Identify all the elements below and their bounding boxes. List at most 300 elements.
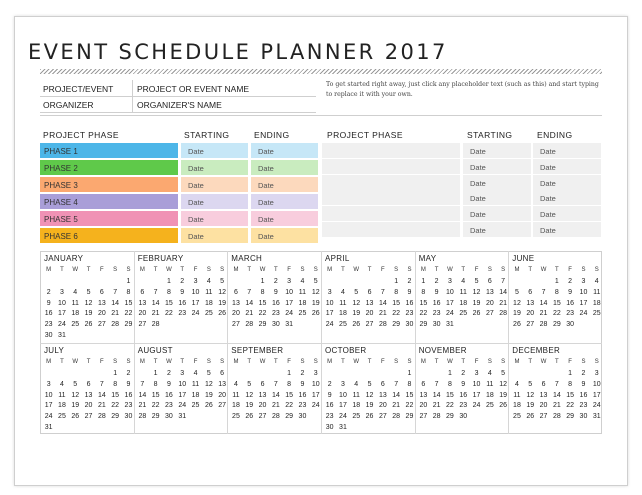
- calendar-day[interactable]: 17: [472, 391, 481, 399]
- phase-start-date-field-right[interactable]: [463, 175, 531, 190]
- calendar-day[interactable]: 26: [204, 402, 213, 410]
- calendar-day[interactable]: 29: [124, 321, 133, 329]
- calendar-day[interactable]: 23: [165, 402, 173, 410]
- calendar-day[interactable]: 21: [432, 402, 441, 410]
- calendar-day[interactable]: 1: [260, 278, 265, 285]
- calendar-day[interactable]: 29: [111, 413, 120, 421]
- calendar-day[interactable]: 18: [298, 299, 307, 307]
- calendar-day[interactable]: 26: [352, 321, 361, 329]
- calendar-day[interactable]: 6: [421, 380, 426, 388]
- calendar-day[interactable]: 1: [113, 370, 118, 377]
- calendar-day[interactable]: 7: [394, 380, 399, 388]
- calendar-day[interactable]: 13: [97, 299, 106, 307]
- calendar-day[interactable]: 30: [405, 321, 414, 329]
- calendar-day[interactable]: 25: [339, 321, 347, 329]
- calendar-day[interactable]: 30: [271, 321, 280, 329]
- calendar-day[interactable]: 23: [271, 310, 280, 318]
- calendar-day[interactable]: 12: [311, 288, 320, 296]
- calendar-day[interactable]: 22: [392, 310, 401, 318]
- calendar-day[interactable]: 6: [86, 380, 91, 388]
- calendar-day[interactable]: 16: [579, 391, 588, 399]
- calendar-day[interactable]: 4: [233, 380, 238, 388]
- calendar-day[interactable]: 17: [339, 402, 347, 410]
- calendar-day[interactable]: 18: [592, 299, 601, 307]
- calendar-day[interactable]: 13: [485, 288, 494, 296]
- calendar-day[interactable]: 10: [472, 380, 481, 388]
- calendar-day[interactable]: 14: [151, 299, 160, 307]
- calendar-day[interactable]: 31: [178, 413, 187, 421]
- calendar-day[interactable]: 15: [258, 299, 267, 307]
- project-name-field[interactable]: PROJECT OR EVENT NAME: [137, 84, 250, 94]
- calendar-day[interactable]: 2: [166, 370, 171, 377]
- calendar-day[interactable]: 30: [432, 321, 441, 329]
- calendar-day[interactable]: 5: [247, 380, 252, 388]
- calendar-day[interactable]: 6: [528, 288, 533, 296]
- calendar-day[interactable]: 5: [86, 288, 91, 296]
- calendar-day[interactable]: 12: [499, 380, 508, 388]
- calendar-day[interactable]: 5: [367, 380, 372, 388]
- calendar-day[interactable]: 9: [166, 380, 171, 388]
- calendar-day[interactable]: 15: [285, 391, 294, 399]
- calendar-day[interactable]: 4: [487, 370, 492, 377]
- phase-label-cell-right[interactable]: [322, 175, 460, 190]
- phase-label-cell[interactable]: [40, 194, 178, 209]
- calendar-day[interactable]: 2: [407, 278, 412, 285]
- calendar-day[interactable]: 1: [287, 370, 292, 377]
- calendar-day[interactable]: 9: [434, 288, 439, 296]
- calendar-day[interactable]: 6: [487, 278, 492, 285]
- calendar-day[interactable]: 8: [447, 380, 452, 388]
- calendar-day[interactable]: 29: [552, 321, 561, 329]
- calendar-day[interactable]: 13: [218, 380, 227, 388]
- calendar-day[interactable]: 13: [539, 391, 548, 399]
- calendar-day[interactable]: 4: [461, 278, 466, 285]
- calendar-day[interactable]: 20: [218, 391, 227, 399]
- phase-label-cell-right[interactable]: [322, 222, 460, 237]
- calendar-day[interactable]: 19: [218, 299, 227, 307]
- calendar-day[interactable]: 9: [180, 288, 185, 296]
- calendar-day[interactable]: 4: [300, 278, 305, 285]
- calendar-day[interactable]: 12: [84, 299, 93, 307]
- calendar-day[interactable]: 23: [405, 310, 414, 318]
- calendar-day[interactable]: 14: [271, 391, 280, 399]
- calendar-day[interactable]: 7: [380, 288, 385, 296]
- calendar-day[interactable]: 23: [298, 402, 307, 410]
- calendar-day[interactable]: 27: [378, 413, 387, 421]
- calendar-day[interactable]: 12: [472, 288, 481, 296]
- calendar-day[interactable]: 28: [539, 321, 548, 329]
- calendar-day[interactable]: 6: [233, 288, 238, 296]
- calendar-day[interactable]: 23: [459, 402, 468, 410]
- calendar-day[interactable]: 9: [46, 299, 51, 307]
- calendar-day[interactable]: 14: [539, 299, 548, 307]
- calendar-day[interactable]: 15: [392, 299, 401, 307]
- calendar-day[interactable]: 9: [273, 288, 278, 296]
- calendar-day[interactable]: 25: [513, 413, 521, 421]
- calendar-day[interactable]: 29: [405, 413, 414, 421]
- calendar-day[interactable]: 27: [232, 321, 240, 329]
- calendar-day[interactable]: 28: [111, 321, 120, 329]
- calendar-day[interactable]: 22: [124, 310, 133, 318]
- calendar-day[interactable]: 4: [594, 278, 599, 285]
- calendar-day[interactable]: 21: [151, 310, 160, 318]
- calendar-day[interactable]: 10: [58, 299, 66, 307]
- calendar-day[interactable]: 19: [245, 402, 254, 410]
- calendar-day[interactable]: 20: [539, 402, 548, 410]
- calendar-day[interactable]: 26: [71, 413, 80, 421]
- calendar-day[interactable]: 12: [365, 391, 374, 399]
- calendar-day[interactable]: 10: [44, 391, 53, 399]
- calendar-day[interactable]: 20: [419, 402, 428, 410]
- calendar-day[interactable]: 14: [432, 391, 441, 399]
- calendar-day[interactable]: 7: [541, 288, 546, 296]
- calendar-day[interactable]: 27: [84, 413, 93, 421]
- calendar-day[interactable]: 7: [140, 380, 145, 388]
- calendar-day[interactable]: 19: [311, 299, 320, 307]
- calendar-day[interactable]: 22: [566, 402, 575, 410]
- calendar-day[interactable]: 8: [287, 380, 292, 388]
- calendar-day[interactable]: 30: [566, 321, 575, 329]
- calendar-day[interactable]: 13: [378, 391, 387, 399]
- calendar-day[interactable]: 9: [126, 380, 131, 388]
- calendar-day[interactable]: 18: [204, 299, 213, 307]
- calendar-day[interactable]: 21: [97, 402, 106, 410]
- calendar-day[interactable]: 2: [300, 370, 305, 377]
- phase-end-date-field[interactable]: [251, 143, 318, 158]
- calendar-day[interactable]: 24: [58, 321, 66, 329]
- calendar-day[interactable]: 28: [245, 321, 254, 329]
- calendar-day[interactable]: 8: [153, 380, 158, 388]
- calendar-day[interactable]: 3: [46, 380, 51, 388]
- phase-start-date-field[interactable]: [181, 160, 248, 175]
- calendar-day[interactable]: 17: [579, 299, 588, 307]
- calendar-day[interactable]: 11: [339, 299, 347, 307]
- calendar-day[interactable]: 11: [298, 288, 307, 296]
- calendar-day[interactable]: 22: [165, 310, 173, 318]
- calendar-day[interactable]: 5: [220, 278, 225, 285]
- calendar-day[interactable]: 22: [419, 310, 428, 318]
- calendar-day[interactable]: 25: [592, 310, 601, 318]
- calendar-day[interactable]: 26: [245, 413, 254, 421]
- calendar-day[interactable]: 21: [552, 402, 561, 410]
- calendar-day[interactable]: 30: [325, 424, 334, 431]
- calendar-day[interactable]: 6: [367, 288, 372, 296]
- calendar-day[interactable]: 15: [124, 299, 133, 307]
- calendar-day[interactable]: 6: [140, 288, 145, 296]
- phase-start-date-field-right[interactable]: [463, 222, 531, 237]
- calendar-day[interactable]: 26: [84, 321, 93, 329]
- calendar-day[interactable]: 3: [327, 288, 332, 296]
- calendar-day[interactable]: 17: [446, 299, 454, 307]
- calendar-day[interactable]: 25: [204, 310, 213, 318]
- calendar-day[interactable]: 10: [592, 380, 601, 388]
- calendar-day[interactable]: 10: [446, 288, 454, 296]
- calendar-day[interactable]: 4: [193, 370, 198, 377]
- phase-end-date-field[interactable]: [251, 177, 318, 192]
- calendar-day[interactable]: 20: [138, 310, 147, 318]
- phase-end-date-field-right[interactable]: [533, 206, 601, 221]
- calendar-day[interactable]: 7: [273, 380, 278, 388]
- calendar-day[interactable]: 25: [232, 413, 240, 421]
- phase-end-date-field-right[interactable]: [533, 175, 601, 190]
- organizer-name-field[interactable]: ORGANIZER'S NAME: [137, 100, 222, 110]
- phase-label-cell[interactable]: [40, 211, 178, 226]
- calendar-day[interactable]: 30: [165, 413, 173, 421]
- phase-start-date-field-right[interactable]: [463, 206, 531, 221]
- calendar-day[interactable]: 19: [71, 402, 80, 410]
- calendar-day[interactable]: 19: [526, 402, 535, 410]
- calendar-day[interactable]: 12: [245, 391, 254, 399]
- calendar-day[interactable]: 24: [339, 413, 347, 421]
- calendar-day[interactable]: 31: [446, 321, 454, 329]
- calendar-day[interactable]: 24: [472, 402, 481, 410]
- calendar-day[interactable]: 22: [446, 402, 454, 410]
- calendar-day[interactable]: 14: [97, 391, 106, 399]
- calendar-day[interactable]: 3: [447, 278, 452, 285]
- calendar-day[interactable]: 8: [126, 288, 131, 296]
- calendar-day[interactable]: 17: [178, 391, 187, 399]
- calendar-day[interactable]: 18: [352, 402, 361, 410]
- calendar-day[interactable]: 22: [552, 310, 561, 318]
- calendar-day[interactable]: 25: [191, 402, 200, 410]
- phase-end-date-field-right[interactable]: [533, 222, 601, 237]
- calendar-day[interactable]: 1: [407, 370, 412, 377]
- calendar-day[interactable]: 25: [71, 321, 80, 329]
- phase-start-date-field-right[interactable]: [463, 190, 531, 205]
- calendar-day[interactable]: 3: [581, 278, 586, 285]
- calendar-day[interactable]: 14: [111, 299, 120, 307]
- calendar-day[interactable]: 7: [99, 380, 104, 388]
- calendar-day[interactable]: 29: [446, 413, 454, 421]
- calendar-day[interactable]: 27: [218, 402, 227, 410]
- calendar-day[interactable]: 13: [258, 391, 267, 399]
- calendar-day[interactable]: 9: [407, 288, 412, 296]
- calendar-day[interactable]: 3: [193, 278, 198, 285]
- calendar-day[interactable]: 12: [513, 299, 521, 307]
- calendar-day[interactable]: 21: [271, 402, 280, 410]
- phase-start-date-field[interactable]: [181, 143, 248, 158]
- calendar-day[interactable]: 17: [325, 310, 334, 318]
- calendar-day[interactable]: 9: [461, 380, 466, 388]
- calendar-day[interactable]: 6: [260, 380, 265, 388]
- calendar-day[interactable]: 16: [566, 299, 575, 307]
- calendar-day[interactable]: 11: [205, 288, 213, 296]
- calendar-day[interactable]: 19: [499, 391, 508, 399]
- calendar-day[interactable]: 10: [311, 380, 320, 388]
- calendar-day[interactable]: 16: [44, 310, 53, 318]
- calendar-day[interactable]: 15: [165, 299, 173, 307]
- calendar-day[interactable]: 1: [568, 370, 573, 377]
- calendar-day[interactable]: 8: [394, 288, 399, 296]
- calendar-day[interactable]: 27: [258, 413, 267, 421]
- calendar-day[interactable]: 5: [313, 278, 318, 285]
- calendar-day[interactable]: 8: [113, 380, 118, 388]
- calendar-day[interactable]: 30: [459, 413, 468, 421]
- calendar-day[interactable]: 3: [594, 370, 599, 377]
- calendar-day[interactable]: 31: [44, 424, 53, 431]
- calendar-day[interactable]: 16: [165, 391, 173, 399]
- calendar-day[interactable]: 1: [554, 278, 559, 285]
- calendar-day[interactable]: 13: [365, 299, 374, 307]
- calendar-day[interactable]: 19: [204, 391, 213, 399]
- calendar-day[interactable]: 5: [354, 288, 359, 296]
- calendar-day[interactable]: 15: [446, 391, 454, 399]
- calendar-day[interactable]: 5: [501, 370, 506, 377]
- phase-start-date-field-right[interactable]: [463, 143, 531, 158]
- calendar-day[interactable]: 18: [191, 391, 200, 399]
- calendar-day[interactable]: 27: [138, 321, 147, 329]
- calendar-day[interactable]: 2: [180, 278, 185, 285]
- phase-end-date-field-right[interactable]: [533, 143, 601, 158]
- calendar-day[interactable]: 18: [485, 391, 494, 399]
- calendar-day[interactable]: 30: [44, 332, 53, 339]
- calendar-day[interactable]: 26: [513, 321, 521, 329]
- phase-label-cell[interactable]: [40, 160, 178, 175]
- calendar-day[interactable]: 6: [220, 370, 225, 377]
- calendar-day[interactable]: 30: [298, 413, 307, 421]
- phase-label-cell[interactable]: [40, 143, 178, 158]
- calendar-day[interactable]: 17: [311, 391, 320, 399]
- calendar-day[interactable]: 8: [421, 288, 426, 296]
- calendar-day[interactable]: 16: [405, 299, 414, 307]
- calendar-day[interactable]: 20: [232, 310, 240, 318]
- calendar-day[interactable]: 28: [432, 413, 441, 421]
- calendar-day[interactable]: 17: [44, 402, 53, 410]
- calendar-day[interactable]: 27: [485, 310, 494, 318]
- calendar-day[interactable]: 14: [392, 391, 401, 399]
- phase-end-date-field[interactable]: [251, 228, 318, 243]
- phase-end-date-field-right[interactable]: [533, 190, 601, 205]
- calendar-day[interactable]: 30: [124, 413, 133, 421]
- calendar-day[interactable]: 17: [58, 310, 66, 318]
- calendar-day[interactable]: 21: [111, 310, 120, 318]
- calendar-day[interactable]: 7: [434, 380, 439, 388]
- calendar-day[interactable]: 10: [325, 299, 334, 307]
- calendar-day[interactable]: 28: [552, 413, 561, 421]
- calendar-day[interactable]: 9: [327, 391, 332, 399]
- calendar-day[interactable]: 12: [352, 299, 361, 307]
- calendar-day[interactable]: 14: [499, 288, 508, 296]
- calendar-day[interactable]: 12: [71, 391, 80, 399]
- calendar-day[interactable]: 15: [419, 299, 428, 307]
- calendar-day[interactable]: 19: [513, 310, 521, 318]
- calendar-day[interactable]: 8: [260, 288, 265, 296]
- calendar-day[interactable]: 25: [485, 402, 494, 410]
- calendar-day[interactable]: 16: [325, 402, 334, 410]
- info-row-project[interactable]: [40, 80, 316, 97]
- calendar-day[interactable]: 8: [407, 380, 412, 388]
- calendar-day[interactable]: 24: [191, 310, 200, 318]
- calendar-day[interactable]: 3: [474, 370, 479, 377]
- calendar-day[interactable]: 16: [459, 391, 468, 399]
- calendar-day[interactable]: 18: [513, 402, 521, 410]
- calendar-day[interactable]: 2: [434, 278, 439, 285]
- calendar-day[interactable]: 16: [298, 391, 307, 399]
- calendar-day[interactable]: 13: [526, 299, 535, 307]
- calendar-day[interactable]: 4: [514, 380, 519, 388]
- calendar-day[interactable]: 1: [153, 370, 158, 377]
- calendar-day[interactable]: 11: [232, 391, 240, 399]
- calendar-day[interactable]: 22: [285, 402, 294, 410]
- calendar-day[interactable]: 1: [447, 370, 452, 377]
- calendar-day[interactable]: 27: [419, 413, 428, 421]
- calendar-day[interactable]: 21: [499, 299, 508, 307]
- calendar-day[interactable]: 16: [271, 299, 280, 307]
- calendar-day[interactable]: 23: [325, 413, 334, 421]
- calendar-day[interactable]: 21: [378, 310, 387, 318]
- phase-label-cell-right[interactable]: [322, 190, 460, 205]
- calendar-day[interactable]: 28: [151, 321, 160, 329]
- calendar-day[interactable]: 20: [97, 310, 106, 318]
- calendar-day[interactable]: 18: [58, 402, 66, 410]
- calendar-day[interactable]: 22: [405, 402, 414, 410]
- calendar-day[interactable]: 11: [486, 380, 494, 388]
- calendar-day[interactable]: 18: [339, 310, 347, 318]
- calendar-day[interactable]: 31: [592, 413, 601, 421]
- calendar-day[interactable]: 9: [581, 380, 586, 388]
- calendar-day[interactable]: 24: [592, 402, 601, 410]
- calendar-day[interactable]: 28: [499, 310, 508, 318]
- calendar-day[interactable]: 23: [432, 310, 441, 318]
- calendar-day[interactable]: 8: [166, 288, 171, 296]
- calendar-day[interactable]: 1: [166, 278, 171, 285]
- calendar-day[interactable]: 24: [311, 402, 320, 410]
- calendar-day[interactable]: 29: [285, 413, 294, 421]
- calendar-day[interactable]: 28: [378, 321, 387, 329]
- calendar-day[interactable]: 11: [513, 391, 521, 399]
- calendar-day[interactable]: 5: [514, 288, 519, 296]
- calendar-day[interactable]: 25: [352, 413, 361, 421]
- calendar-day[interactable]: 10: [285, 288, 294, 296]
- calendar-day[interactable]: 20: [526, 310, 535, 318]
- calendar-day[interactable]: 16: [124, 391, 133, 399]
- calendar-day[interactable]: 23: [566, 310, 575, 318]
- calendar-day[interactable]: 29: [151, 413, 160, 421]
- calendar-day[interactable]: 8: [554, 288, 559, 296]
- phase-label-cell-right[interactable]: [322, 206, 460, 221]
- calendar-day[interactable]: 1: [394, 278, 399, 285]
- calendar-day[interactable]: 24: [178, 402, 187, 410]
- calendar-day[interactable]: 20: [365, 310, 374, 318]
- calendar-day[interactable]: 4: [73, 288, 78, 296]
- calendar-day[interactable]: 28: [271, 413, 280, 421]
- calendar-day[interactable]: 8: [568, 380, 573, 388]
- calendar-day[interactable]: 12: [204, 380, 213, 388]
- calendar-day[interactable]: 26: [472, 310, 481, 318]
- calendar-day[interactable]: 24: [446, 310, 454, 318]
- calendar-day[interactable]: 23: [579, 402, 588, 410]
- calendar-day[interactable]: 2: [568, 278, 573, 285]
- calendar-day[interactable]: 2: [461, 370, 466, 377]
- calendar-day[interactable]: 22: [151, 402, 160, 410]
- calendar-day[interactable]: 22: [111, 402, 120, 410]
- calendar-day[interactable]: 19: [472, 299, 481, 307]
- calendar-day[interactable]: 13: [84, 391, 93, 399]
- calendar-day[interactable]: 2: [46, 288, 51, 296]
- calendar-day[interactable]: 6: [541, 380, 546, 388]
- calendar-day[interactable]: 2: [327, 380, 332, 388]
- calendar-day[interactable]: 16: [178, 299, 187, 307]
- phase-start-date-field[interactable]: [181, 194, 248, 209]
- calendar-day[interactable]: 26: [365, 413, 374, 421]
- info-row-organizer[interactable]: [40, 96, 316, 113]
- calendar-day[interactable]: 10: [191, 288, 200, 296]
- calendar-day[interactable]: 24: [325, 321, 334, 329]
- calendar-day[interactable]: 20: [378, 402, 387, 410]
- calendar-day[interactable]: 24: [44, 413, 53, 421]
- calendar-day[interactable]: 26: [218, 310, 227, 318]
- calendar-day[interactable]: 11: [459, 288, 467, 296]
